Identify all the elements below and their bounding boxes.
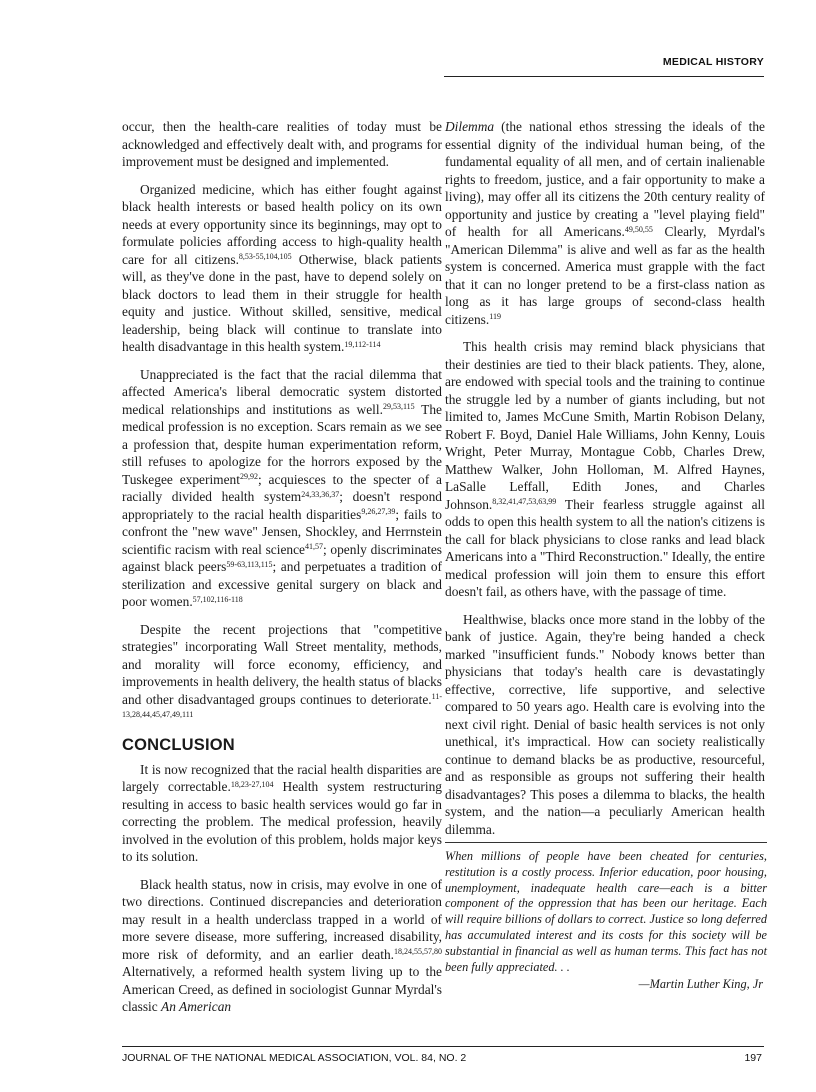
page-number: 197 xyxy=(744,1052,762,1064)
quote-text: When millions of people have been cheated for centuries, restitution is a costly process. Inferior education, poor housing, unemployment, inadequate health care—each is a bitter component of the oppression that has been our heritage. Each will require billions of dollars to correct. Justice so long deferred has accumulated interest and its costs for this society will be substantial in financial as well as human terms. This fact has not been fully appreciated. . . xyxy=(445,849,767,974)
right-column xyxy=(445,118,765,848)
citation: 59-63,113,115 xyxy=(226,559,273,569)
paragraph: Black health status, now in crisis, may evolve in one of two directions. Continued discrepancies and deterioration may result in a health underclass trapped in a world of more severe disease, more suffering, increased disability, more risk of deformity, and an earlier death.$^{18,24,55,57,80}$ Alternatively, a reformed health system living up to the American Creed, as defined in sociologist Gunnar Myrdal's classic An American xyxy=(122,876,442,1014)
paragraph: Organized medicine, which has either fought against black health interests or based health policy on its own needs at every opportunity since its beginnings, may opt to formulate policies affording access to high-quality health care for all citizens.$^{8,53-55,104,105}$ Otherwise, black patients will, as they've done in the past, have to depend solely on black doctors to lead them in their struggle for health equity and justice. Without skilled, sensitive, medical leadership, being black will continue to translate into health disadvantage in this health system.$^{19,112-114}$ xyxy=(122,181,443,354)
section-heading: CONCLUSION xyxy=(122,735,235,754)
paragraph: This health crisis may remind black physicians that their destinies are tied to their black patients. They, alone, are endowed with special tools and the training to continue the struggle led by a number of giants including, but not limited to, James McCune Smith, Martin Robison Delany, Robert F. Boyd, Daniel Hale Williams, John Kenny, Louis Wright, Peter Murray, Montague Cobb, Charles Drew, Matthew Walker, John Holloman, M. Alfred Haynes, LaSalle Leffall, Edith Jones, and Charles Johnson.$^{8,32,41,47,53,63,99}$ Their fearless struggle against all odds to open this health system to all the nation's citizens is the call for black physicians to close ranks and lead black Americans into a "Third Reconstruction." Ideally, the entire medical profession will join them to ensure this effort doesn't fail, as others have, with the passage of time. xyxy=(445,339,765,599)
citation: 8,32,41,47,53,63,99 xyxy=(492,497,557,507)
paragraph: It is now recognized that the racial health disparities are largely correctable.$^{18,23-27,104}$ Health system restructuring resulting in access to basic health services would go far in correcting the problem. The medical profession, heavily involved in the evolution of this problem, holds major keys to its solution. xyxy=(122,761,442,864)
paragraph: Healthwise, blacks once more stand in the lobby of the bank of justice. Again, they're being handed a check marked "insufficient funds." Nobody knows better than physicians that today's health care is devastatingly effective, corrective, life supportive, and selective compared to 50 years ago. Health care is evolving into the next civil right. Denial of basic health services is not only unethical, it's impractical. How can society realistically continue to demand blacks be as productive, resourceful, and as responsible as groups not suffering their health disadvantages? This poses a dilemma to blacks, the health system, and the nation—a peculiarly American health dilemma. xyxy=(445,611,765,837)
quote-author: —Martin Luther King, Jr xyxy=(638,977,763,992)
footer-rule xyxy=(122,1046,764,1047)
citation: 19,112-114 xyxy=(344,339,381,349)
citation: 49,50,55 xyxy=(624,224,653,234)
pull-quote xyxy=(445,842,767,992)
citation: 24,33,36,37 xyxy=(301,489,340,499)
paragraph: Unappreciated is the fact that the racial dilemma that affected America's liberal democratic system distorted medical relationships and institutions as well.$^{29,53,115}$ The medical profession is no exception. Scars remain as we see a profession that, despite human experimentation reform, still refuses to apologize for the horrors exposed by the Tuskegee experiment$^{29,92}$; acquiesces to the specter of a racially divided health system$^{24,33,36,37}$; doesn't respond appropriately to the racial health disparities$^{9,26,27,39}$; fails to confront the "new wave" Jensen, Shockley, and Herrnstein scientific racism with real science$^{41,57}$; openly discriminates against black peers$^{59-63,113,115}$; and perpetuates a tradition of sterilization and excessive genital surgery on black and poor women.$^{57,102,116-118}$ xyxy=(122,366,443,609)
paragraph: occur, then the health-care realities of today must be acknowledged and effectively dealt with, and programs for improvement must be designed and implemented. xyxy=(122,119,442,169)
paragraph: Dilemma (the national ethos stressing the ideals of the essential dignity of the individual human being, of the fundamental equality of all men, and of certain inalienable rights to freedom, justice, and a fair opportunity to make a living), may offer all its citizens the 20th century reality of opportunity and justice by creating a "level playing field" of health for all Americans.$^{49,50,55}$ Clearly, Myrdal's "American Dilemma" is alive and well as far as the health system is concerned. America must grapple with the fact that it can no longer pretend to be a first-class nation as long as it has large groups of second-class health citizens.$^{119}$ xyxy=(445,119,765,327)
citation: 29,53,115 xyxy=(382,402,415,412)
citation: 41,57 xyxy=(304,542,323,552)
citation: 18,24,55,57,80 xyxy=(394,947,442,957)
paragraph: Despite the recent projections that "competitive strategies" incorporating Wall Street mentality, methods, and morality will force economy, efficiency, and improvements in health delivery, the health status of blacks and other disadvantaged groups continues to deteriorate.$^{11-13,28,44,45,47,49,111}$ xyxy=(122,621,442,719)
header-rule xyxy=(444,76,764,77)
citation: 57,102,116-118 xyxy=(192,594,243,604)
citation: 18,23-27,104 xyxy=(230,779,274,789)
citation: 8,53-55,104,105 xyxy=(238,252,292,262)
left-column xyxy=(122,118,442,1026)
citation: 119 xyxy=(489,312,501,322)
citation: 11-13,28,44,45,47,49,111 xyxy=(122,692,442,719)
journal-citation: JOURNAL OF THE NATIONAL MEDICAL ASSOCIATION, VOL. 84, NO. 2 xyxy=(122,1052,467,1064)
quote-rule xyxy=(445,842,767,843)
citation: 9,26,27,39 xyxy=(361,507,396,517)
section-header: MEDICAL HISTORY xyxy=(662,56,764,68)
citation: 29,92 xyxy=(239,472,258,482)
